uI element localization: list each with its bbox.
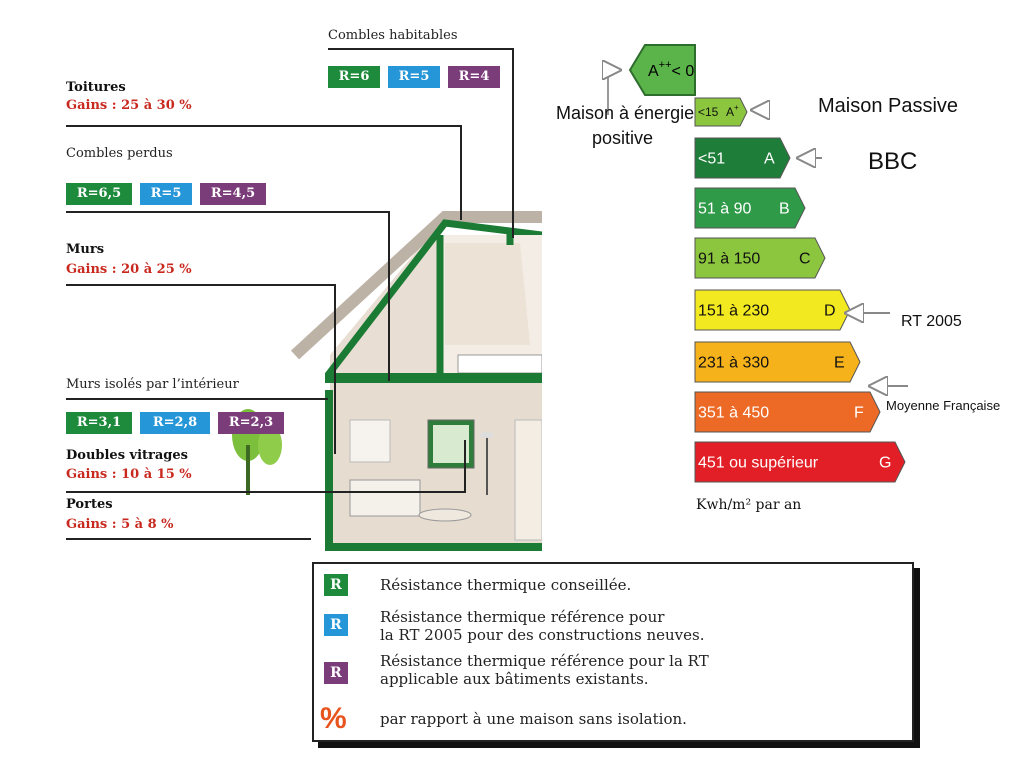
annotation-maison-passive: Maison Passive bbox=[818, 95, 959, 117]
combles-perdus-title: Combles perdus bbox=[66, 146, 173, 161]
leader-portes bbox=[66, 538, 311, 540]
leader-vitrages-v bbox=[464, 440, 466, 492]
legend-percent-icon: % bbox=[320, 702, 347, 735]
energy-class-range-0: <15 bbox=[698, 105, 719, 120]
leader-murs-interieur bbox=[66, 398, 328, 400]
annotation-rt2005: RT 2005 bbox=[901, 313, 962, 330]
legend-box bbox=[312, 562, 914, 742]
combles-habitables-r-existing: R=4 bbox=[448, 66, 500, 88]
doubles-vitrages-title: Doubles vitrages bbox=[66, 448, 188, 463]
energy-class-range-6: 351 à 450 bbox=[698, 404, 770, 422]
murs-interieur-r-rt2005: R=2,8 bbox=[140, 412, 210, 434]
energy-unit: Kwh/m² par an bbox=[696, 497, 802, 513]
combles-habitables-r-advised: R=6 bbox=[328, 66, 380, 88]
doubles-vitrages-gains: Gains : 10 à 15 % bbox=[66, 467, 192, 482]
murs-gains: Gains : 20 à 25 % bbox=[66, 262, 192, 277]
leader-combles-habitables-v bbox=[512, 48, 514, 238]
energy-class-range-2: 51 à 90 bbox=[698, 200, 752, 218]
murs-interieur-title: Murs isolés par l’intérieur bbox=[66, 377, 239, 392]
annotation-moyenne: Moyenne Française bbox=[886, 398, 1001, 413]
leader-murs-v bbox=[334, 284, 336, 454]
legend-rt2005-square: R bbox=[324, 614, 348, 636]
legend-existing-text: Résistance thermique référence pour la RT applicable aux bâtiments existants. bbox=[380, 652, 709, 688]
energy-class-range-3: 91 à 150 bbox=[698, 250, 761, 268]
energy-class-letter-7: G bbox=[879, 454, 892, 472]
energy-class-letter-5: E bbox=[834, 354, 845, 372]
energy-class-letter-4: D bbox=[824, 302, 836, 320]
class-a-plus-plus-letter: A bbox=[648, 63, 659, 80]
leader-combles-perdus-v bbox=[388, 211, 390, 381]
energy-class-range-1: <51 bbox=[698, 150, 726, 168]
combles-perdus-r-advised: R=6,5 bbox=[66, 183, 132, 205]
murs-interieur-r-existing: R=2,3 bbox=[218, 412, 284, 434]
leader-vitrages bbox=[66, 491, 466, 493]
legend-advised-square: R bbox=[324, 574, 348, 596]
legend-existing-square: R bbox=[324, 662, 348, 684]
combles-habitables-title: Combles habitables bbox=[328, 28, 458, 43]
energy-class-range-4: 151 à 230 bbox=[698, 302, 770, 320]
class-a-plus-plus-sup: ++ bbox=[658, 59, 672, 71]
energy-class-range-5: 231 à 330 bbox=[698, 354, 770, 372]
energy-class-letter-3: C bbox=[799, 250, 811, 268]
combles-perdus-r-rt2005: R=5 bbox=[140, 183, 192, 205]
leader-combles-habitables bbox=[328, 48, 514, 50]
leader-murs bbox=[66, 284, 336, 286]
annotation-energie-positive-2: positive bbox=[592, 128, 654, 148]
annotation-bbc: BBC bbox=[868, 148, 918, 175]
toitures-title: Toitures bbox=[66, 80, 126, 95]
leader-combles-perdus bbox=[66, 211, 390, 213]
energy-class-letter-2: B bbox=[779, 200, 790, 218]
combles-habitables-r-rt2005: R=5 bbox=[388, 66, 440, 88]
energy-class-letter-0: A+ bbox=[726, 103, 739, 120]
combles-perdus-r-existing: R=4,5 bbox=[200, 183, 266, 205]
leader-toitures bbox=[66, 125, 462, 127]
energy-class-letter-1: A bbox=[764, 150, 775, 168]
house-illustration bbox=[230, 195, 542, 555]
toitures-gains: Gains : 25 à 30 % bbox=[66, 98, 192, 113]
svg-text:A++< 0 bbox=[648, 59, 694, 80]
legend-percent-text: par rapport à une maison sans isolation. bbox=[380, 710, 687, 728]
murs-interieur-r-advised: R=3,1 bbox=[66, 412, 132, 434]
murs-title: Murs bbox=[66, 242, 105, 257]
leader-toitures-v bbox=[460, 125, 462, 220]
annotation-energie-positive-1: Maison à énergie bbox=[556, 103, 695, 123]
legend-advised-text: Résistance thermique conseillée. bbox=[380, 576, 632, 594]
energy-class-letter-6: F bbox=[854, 404, 864, 422]
legend-rt2005-text: Résistance thermique référence pour la RT 2005 pour des constructions neuves. bbox=[380, 608, 705, 644]
portes-gains: Gains : 5 à 8 % bbox=[66, 517, 174, 532]
portes-title: Portes bbox=[66, 497, 113, 512]
energy-class-range-7: 451 ou supérieur bbox=[698, 454, 819, 472]
class-a-plus-plus-suffix: < 0 bbox=[671, 63, 695, 80]
